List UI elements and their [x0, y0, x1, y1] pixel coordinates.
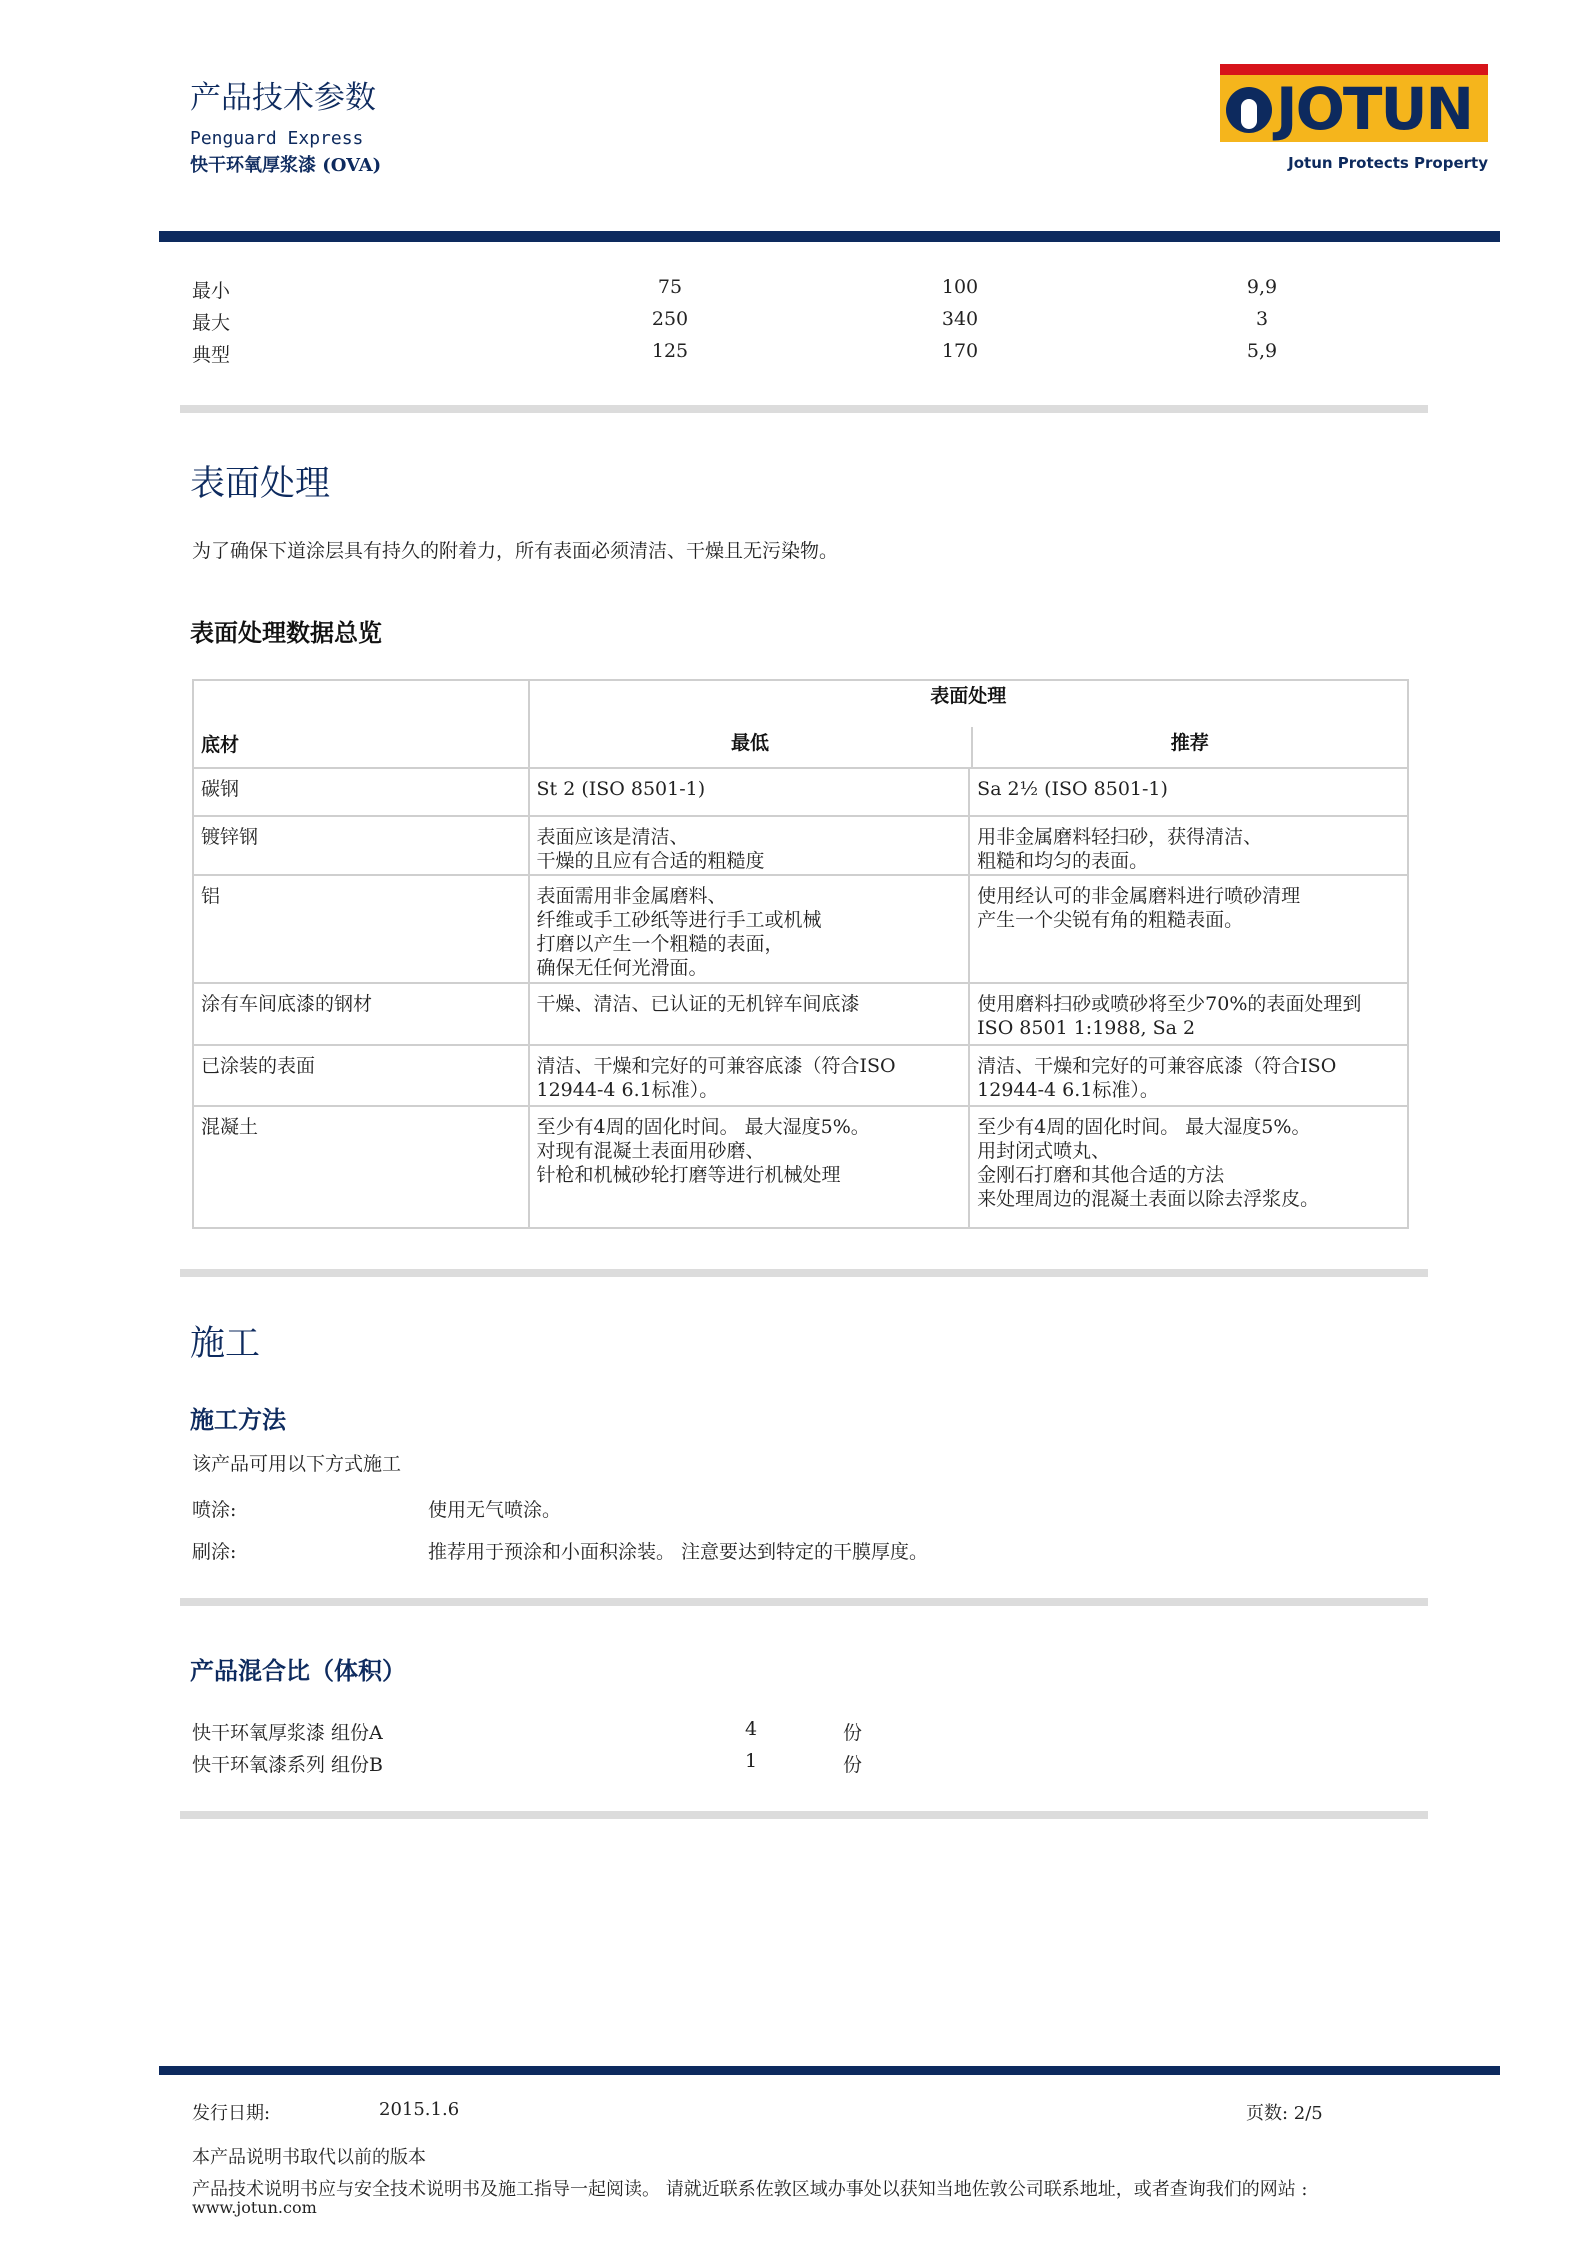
issue-date: 2015.1.6 [379, 2099, 460, 2120]
surface-heading: 表面处理 [190, 464, 331, 504]
cell: 5,9 [1246, 340, 1278, 362]
cell-line: 清洁、干燥和完好的可兼容底漆（符合ISO [536, 1055, 896, 1077]
cell-line: ISO 8501 1:1988, Sa 2 [977, 1017, 1196, 1039]
doc-title: 产品技术参数 [190, 80, 376, 116]
header-min: 最低 [730, 732, 769, 754]
row-label: 最大 [192, 312, 231, 334]
cell-line: 使用经认可的非金属磨料进行喷砂清理 [977, 885, 1301, 907]
cell-min [529, 875, 970, 983]
mixing-heading: 产品混合比（体积） [190, 1657, 406, 1685]
cell-rec [969, 983, 1408, 1045]
method-value: 使用无气喷涂。 [428, 1499, 562, 1521]
cell-min [529, 1045, 970, 1106]
cell-substrate: 涂有车间底漆的钢材 [193, 983, 529, 1045]
mix-unit: 份 [843, 1722, 863, 1744]
product-name: Penguard Express [190, 128, 364, 149]
cell-line: 至少有4周的固化时间。 最大湿度5%。 [536, 1116, 870, 1138]
table-row [193, 875, 1408, 983]
cell-line: 12944-4 6.1标准）。 [536, 1079, 719, 1101]
method-intro: 该产品可用以下方式施工 [192, 1453, 402, 1475]
table-row [193, 1106, 1408, 1228]
cell-substrate: 铝 [193, 875, 529, 983]
cell: 125 [651, 340, 689, 362]
cell-line: 确保无任何光滑面。 [536, 957, 708, 979]
method-label: 刷涂: [192, 1541, 237, 1563]
header-group: 表面处理 [930, 685, 1007, 707]
cell-line: 使用磨料扫砂或喷砂将至少70%的表面处理到 [977, 993, 1362, 1015]
jotun-logo [1220, 64, 1488, 144]
method-heading: 施工方法 [190, 1406, 286, 1434]
table-row [193, 816, 1408, 875]
read-note: 产品技术说明书应与安全技术说明书及施工指导一起阅读。 请就近联系佐敦区域办事处以获知当地佐敦公司联系地址，或者查询我们的网站 : [192, 2179, 1308, 2200]
cell-line: 纤维或手工砂纸等进行手工或机械 [536, 909, 822, 931]
cell: 3 [1255, 308, 1269, 330]
cell: 100 [941, 276, 979, 298]
method-label: 喷涂: [192, 1499, 237, 1521]
cell-line: 对现有混凝土表面用砂磨、 [536, 1140, 765, 1162]
method-value: 推荐用于预涂和小面积涂装。 注意要达到特定的干膜厚度。 [428, 1541, 929, 1563]
cell-rec [969, 816, 1408, 875]
application-heading: 施工 [190, 1324, 261, 1364]
section-divider [180, 1811, 1428, 1819]
product-name-cn: 快干环氧厚浆漆 (OVA) [190, 155, 382, 176]
footer-rule [159, 2066, 1500, 2075]
cell-line: 针枪和机械砂轮打磨等进行机械处理 [536, 1164, 841, 1186]
cell-rec [969, 1106, 1408, 1228]
logo-tagline: Jotun Protects Property [1288, 154, 1488, 172]
cell: 170 [941, 340, 979, 362]
mix-component: 快干环氧厚浆漆 组份A [192, 1722, 383, 1744]
row-label: 典型 [192, 344, 231, 366]
cell-rec [969, 768, 1408, 816]
cell-line: 产生一个尖锐有角的粗糙表面。 [977, 909, 1244, 931]
cell-min [529, 768, 970, 816]
header-rec: 推荐 [971, 727, 1408, 767]
cell-line: St 2 (ISO 8501-1) [536, 778, 706, 800]
cell: 9,9 [1246, 276, 1278, 298]
surface-intro: 为了确保下道涂层具有持久的附着力，所有表面必须清洁、干燥且无污染物。 [192, 540, 839, 562]
table-row [193, 768, 1408, 816]
header-substrate: 底材 [193, 680, 529, 768]
cell-line: 12944-4 6.1标准）。 [977, 1079, 1159, 1101]
section-divider [180, 405, 1428, 413]
cell-substrate: 碳钢 [193, 768, 529, 816]
table-row [193, 1045, 1408, 1106]
cell: 75 [657, 276, 683, 298]
cell-line: 金刚石打磨和其他合适的方法 [977, 1164, 1225, 1186]
cell-substrate: 已涂装的表面 [193, 1045, 529, 1106]
row-label: 最小 [192, 280, 231, 302]
cell-min [529, 816, 970, 875]
penguin-globe-icon [1226, 87, 1272, 133]
cell-substrate: 混凝土 [193, 1106, 529, 1228]
cell-line: 干燥的且应有合适的粗糙度 [536, 850, 765, 872]
cell-line: 表面应该是清洁、 [536, 826, 689, 848]
surface-subheading: 表面处理数据总览 [190, 619, 382, 647]
section-divider [180, 1269, 1428, 1277]
logo-wordmark: JOTUN [1276, 75, 1473, 143]
cell-rec [969, 1045, 1408, 1106]
cell-line: 干燥、清洁、已认证的无机锌车间底漆 [536, 993, 860, 1015]
cell: 340 [941, 308, 979, 330]
cell-min [529, 1106, 970, 1228]
cell-min [529, 983, 970, 1045]
cell-line: 打磨以产生一个粗糙的表面， [536, 933, 784, 955]
cell-line: Sa 2½ (ISO 8501-1) [977, 778, 1168, 800]
cell-line: 粗糙和均匀的表面。 [977, 850, 1149, 872]
cell: 250 [651, 308, 689, 330]
cell-line: 清洁、干燥和完好的可兼容底漆（符合ISO [977, 1055, 1337, 1077]
cell-line: 来处理周边的混凝土表面以除去浮浆皮。 [977, 1188, 1320, 1210]
mix-qty: 1 [745, 1750, 758, 1772]
cell-line: 至少有4周的固化时间。 最大湿度5%。 [977, 1116, 1311, 1138]
mix-component: 快干环氧漆系列 组份B [192, 1754, 384, 1776]
header-rule [159, 231, 1500, 242]
cell-substrate: 镀锌钢 [193, 816, 529, 875]
table-row [193, 983, 1408, 1045]
cell-line: 用封闭式喷丸、 [977, 1140, 1111, 1162]
cell-line: 用非金属磨料轻扫砂，获得清洁、 [977, 826, 1263, 848]
supersede-note: 本产品说明书取代以前的版本 [192, 2147, 426, 2168]
cell-rec [969, 875, 1408, 983]
cell-line: 表面需用非金属磨料、 [536, 885, 727, 907]
mix-qty: 4 [745, 1718, 758, 1740]
issue-label: 发行日期: [192, 2103, 271, 2124]
surface-prep-table [192, 679, 1409, 1229]
website-link[interactable]: www.jotun.com [192, 2198, 317, 2217]
mix-unit: 份 [843, 1754, 863, 1776]
section-divider [180, 1598, 1428, 1606]
page-number: 页数: 2/5 [1246, 2103, 1323, 2124]
